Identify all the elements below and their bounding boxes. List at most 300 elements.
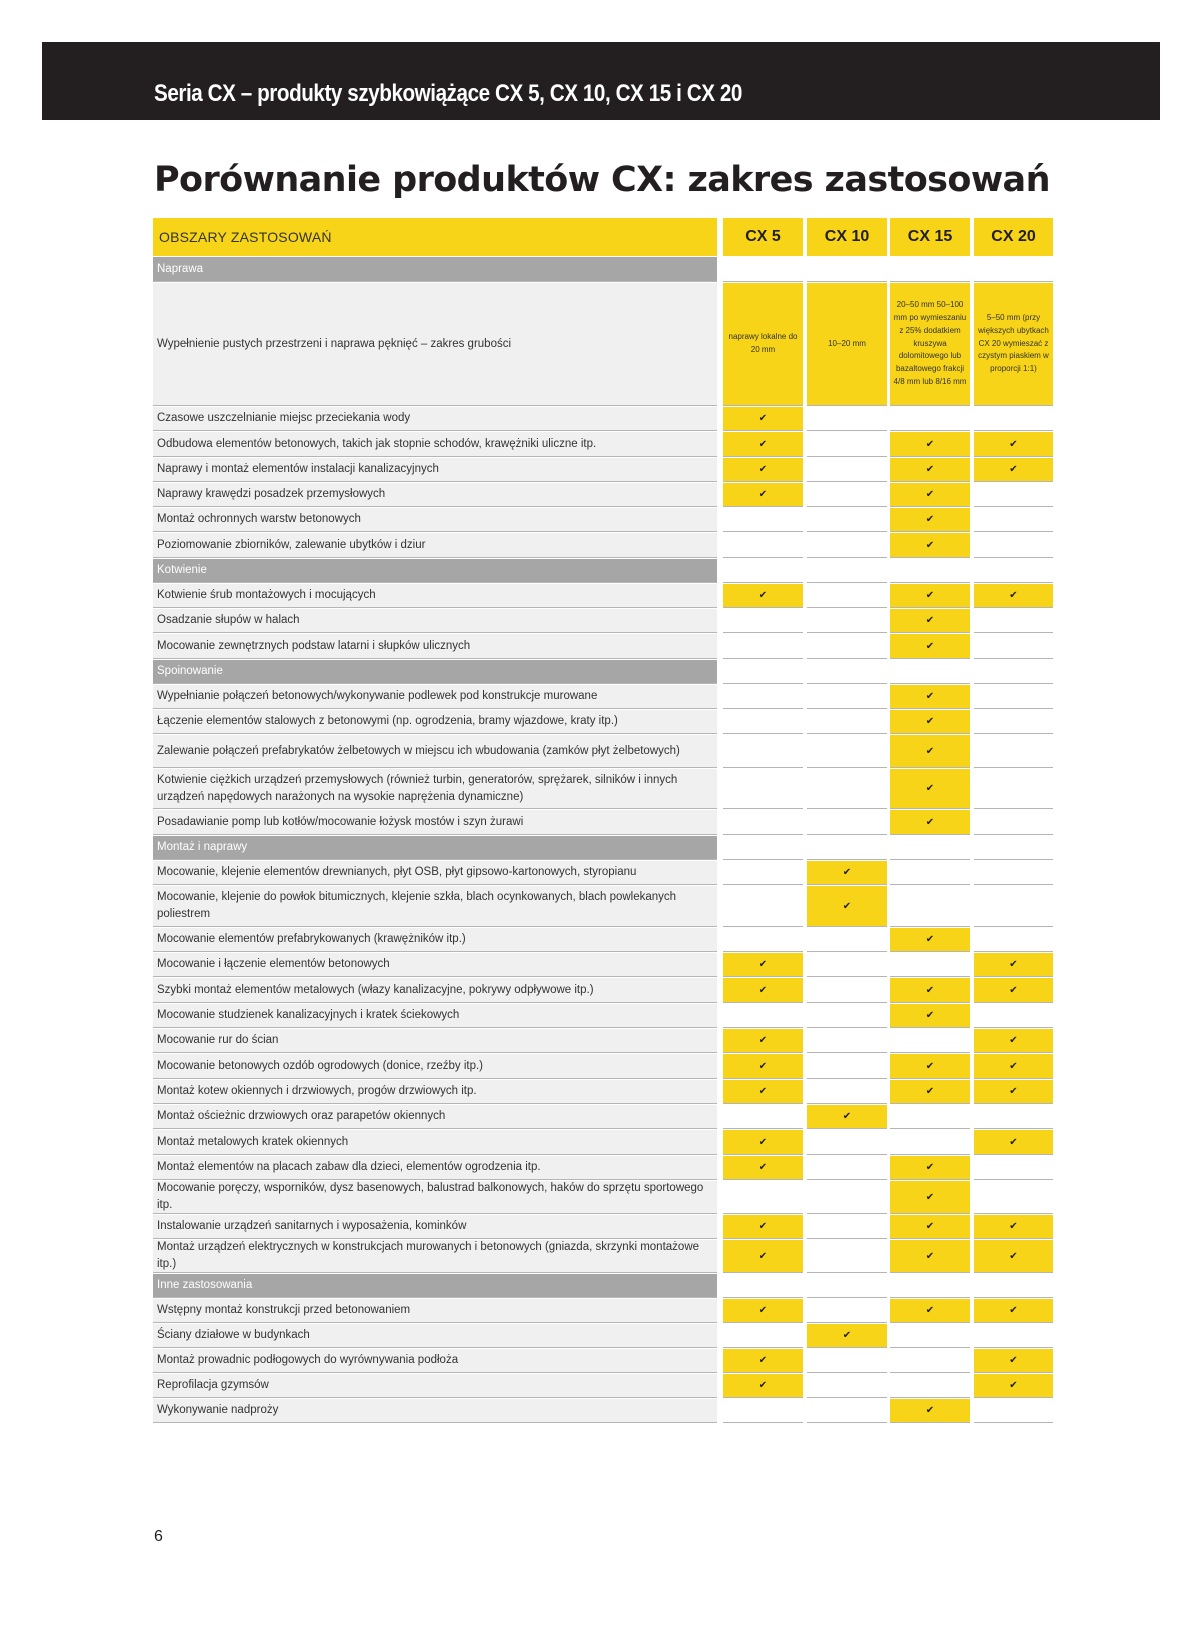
- value-cell-cx10: [807, 927, 887, 952]
- value-cell-cx15: [890, 282, 970, 406]
- checkmark-icon: ✔: [842, 1111, 852, 1122]
- checkmark-icon: ✔: [925, 1162, 935, 1173]
- comparison-table: [153, 218, 1053, 1423]
- value-cell-cx20: [974, 860, 1053, 885]
- checkmark-icon: ✔: [758, 1162, 768, 1173]
- value-cell-cx15: [890, 1373, 970, 1398]
- value-cell-cx5: [723, 809, 803, 835]
- section-title: Naprawa: [153, 256, 717, 282]
- application-label: Instalowanie urządzeń sanitarnych i wyposażenia, kominków: [153, 1214, 717, 1239]
- application-label: Wypełnienie pustych przestrzeni i naprawa pęknięć – zakres grubości: [153, 282, 717, 406]
- application-label: Czasowe uszczelnianie miejsc przeciekania wody: [153, 406, 717, 431]
- column-header-cx10: CX 10: [807, 218, 887, 256]
- value-cell-cx20: [974, 1180, 1053, 1214]
- value-cell-cx15: [890, 952, 970, 977]
- value-cell-cx10: [807, 532, 887, 558]
- value-cell-cx20: [974, 1398, 1053, 1423]
- application-label: Montaż urządzeń elektrycznych w konstrukcjach murowanych i betonowych (gniazda, skrzynki montażowe itp.): [153, 1239, 717, 1273]
- value-cell-cx5: [723, 1053, 803, 1079]
- value-cell-cx10: [807, 1053, 887, 1079]
- value-cell-cx20: [974, 734, 1053, 768]
- value-cell-cx10: [807, 507, 887, 532]
- table-row: [153, 507, 1053, 532]
- value-cell-cx5: [723, 1155, 803, 1180]
- table-row: [153, 1104, 1053, 1129]
- table-row: [153, 768, 1053, 809]
- thickness-note: naprawy lokalne do 20 mm: [728, 332, 798, 354]
- value-cell-cx10: [807, 558, 887, 583]
- value-cell-cx20: [974, 1003, 1053, 1028]
- table-row: [153, 860, 1053, 885]
- value-cell-cx20: [974, 1323, 1053, 1348]
- value-cell-cx10: [807, 1298, 887, 1323]
- checkmark-icon: ✔: [1009, 1250, 1018, 1262]
- value-cell-cx15: [890, 1180, 970, 1214]
- value-cell-cx15: [890, 532, 970, 558]
- table-row: [153, 684, 1053, 709]
- application-label: Łączenie elementów stalowych z betonowymi (np. ogrodzenia, bramy wjazdowe, kraty itp.): [153, 709, 717, 734]
- checkmark-icon: ✔: [925, 514, 935, 525]
- checkmark-icon: ✔: [925, 1086, 935, 1097]
- application-label: Zalewanie połączeń prefabrykatów żelbetowych w miejscu ich wbudowania (zamków płyt żelbetowych): [153, 734, 717, 768]
- checkmark-icon: ✔: [925, 489, 935, 500]
- value-cell-cx5: [723, 1003, 803, 1028]
- checkmark-icon: ✔: [925, 984, 935, 996]
- table-row: [153, 1079, 1053, 1104]
- value-cell-cx20: [974, 406, 1053, 431]
- checkmark-icon: ✔: [925, 464, 935, 475]
- value-cell-cx5: [723, 558, 803, 583]
- value-cell-cx5: [723, 835, 803, 860]
- table-row: [153, 1398, 1053, 1423]
- value-cell-cx15: [890, 406, 970, 431]
- table-row: [153, 1155, 1053, 1180]
- value-cell-cx10: [807, 860, 887, 885]
- value-cell-cx5: [723, 860, 803, 885]
- value-cell-cx20: [974, 1373, 1053, 1398]
- series-header-bar: [42, 42, 1160, 120]
- checkmark-icon: ✔: [925, 716, 935, 727]
- section-row: [153, 558, 1053, 583]
- page-title: Porównanie produktów CX: zakres zastosowań: [154, 160, 1050, 200]
- table-row: [153, 406, 1053, 431]
- checkmark-icon: ✔: [758, 1355, 768, 1366]
- application-label: Mocowanie betonowych ozdób ogrodowych (donice, rzeźby itp.): [153, 1053, 717, 1079]
- checkmark-icon: ✔: [758, 464, 768, 475]
- checkmark-icon: ✔: [1009, 1305, 1018, 1316]
- table-row: [153, 1028, 1053, 1053]
- value-cell-cx10: [807, 768, 887, 809]
- application-label: Mocowanie i łączenie elementów betonowych: [153, 952, 717, 977]
- value-cell-cx20: [974, 256, 1053, 282]
- value-cell-cx15: [890, 1214, 970, 1239]
- table-body: [153, 256, 1053, 1423]
- value-cell-cx15: [890, 809, 970, 835]
- value-cell-cx5: [723, 977, 803, 1003]
- value-cell-cx20: [974, 1298, 1053, 1323]
- value-cell-cx20: [974, 482, 1053, 507]
- value-cell-cx5: [723, 608, 803, 633]
- checkmark-icon: ✔: [842, 867, 852, 878]
- value-cell-cx20: [974, 282, 1053, 406]
- checkmark-icon: ✔: [925, 816, 935, 828]
- value-cell-cx15: [890, 1079, 970, 1104]
- table-row: [153, 431, 1053, 457]
- application-label: Montaż kotew okiennych i drzwiowych, progów drzwiowych itp.: [153, 1079, 717, 1104]
- value-cell-cx10: [807, 1104, 887, 1129]
- table-row: [153, 1373, 1053, 1398]
- application-label: Mocowanie zewnętrznych podstaw latarni i słupków ulicznych: [153, 633, 717, 659]
- value-cell-cx20: [974, 1104, 1053, 1129]
- application-label: Wstępny montaż konstrukcji przed betonowaniem: [153, 1298, 717, 1323]
- table-row: [153, 583, 1053, 608]
- application-label: Mocowanie elementów prefabrykowanych (krawężników itp.): [153, 927, 717, 952]
- table-row: [153, 809, 1053, 835]
- checkmark-icon: ✔: [925, 1405, 935, 1416]
- checkmark-icon: ✔: [925, 1010, 935, 1021]
- value-cell-cx10: [807, 1214, 887, 1239]
- application-label: Reprofilacja gzymsów: [153, 1373, 717, 1398]
- checkmark-icon: ✔: [758, 590, 768, 601]
- checkmark-icon: ✔: [1009, 959, 1018, 970]
- value-cell-cx20: [974, 659, 1053, 684]
- column-header-cx20: CX 20: [974, 218, 1053, 256]
- application-label: Montaż ościeżnic drzwiowych oraz parapetów okiennych: [153, 1104, 717, 1129]
- value-cell-cx20: [974, 532, 1053, 558]
- value-cell-cx10: [807, 608, 887, 633]
- value-cell-cx15: [890, 457, 970, 482]
- value-cell-cx5: [723, 1104, 803, 1129]
- value-cell-cx10: [807, 1028, 887, 1053]
- value-cell-cx15: [890, 860, 970, 885]
- value-cell-cx5: [723, 1239, 803, 1273]
- value-cell-cx10: [807, 256, 887, 282]
- value-cell-cx15: [890, 558, 970, 583]
- value-cell-cx20: [974, 1053, 1053, 1079]
- application-label: Mocowanie poręczy, wsporników, dysz basenowych, balustrad balkonowych, haków do sprzętu sportowego itp.: [153, 1180, 717, 1214]
- table-row: [153, 734, 1053, 768]
- value-cell-cx5: [723, 768, 803, 809]
- checkmark-icon: ✔: [925, 615, 935, 626]
- value-cell-cx5: [723, 734, 803, 768]
- application-label: Kotwienie ciężkich urządzeń przemysłowych (również turbin, generatorów, sprężarek, silników i innych urządzeń napędowych narażonych na wysokie naprężenia dynamiczne): [153, 768, 717, 809]
- value-cell-cx10: [807, 583, 887, 608]
- series-title: Seria CX – produkty szybkowiążące CX 5, CX 10, CX 15 i CX 20: [154, 80, 742, 107]
- value-cell-cx5: [723, 1273, 803, 1298]
- value-cell-cx10: [807, 1155, 887, 1180]
- value-cell-cx5: [723, 482, 803, 507]
- table-row: [153, 1348, 1053, 1373]
- table-row: [153, 1323, 1053, 1348]
- value-cell-cx10: [807, 835, 887, 860]
- value-cell-cx15: [890, 1323, 970, 1348]
- value-cell-cx5: [723, 507, 803, 532]
- thickness-note: 10–20 mm: [828, 338, 866, 348]
- table-row: [153, 482, 1053, 507]
- value-cell-cx15: [890, 1298, 970, 1323]
- value-cell-cx15: [890, 684, 970, 709]
- application-label: Szybki montaż elementów metalowych (włazy kanalizacyjne, pokrywy odpływowe itp.): [153, 977, 717, 1003]
- checkmark-icon: ✔: [1009, 438, 1018, 450]
- table-row: [153, 885, 1053, 927]
- value-cell-cx10: [807, 1323, 887, 1348]
- section-title: Inne zastosowania: [153, 1273, 717, 1298]
- value-cell-cx5: [723, 709, 803, 734]
- checkmark-icon: ✔: [758, 959, 768, 970]
- application-label: Poziomowanie zbiorników, zalewanie ubytków i dziur: [153, 532, 717, 558]
- table-row: [153, 1239, 1053, 1273]
- application-label: Kotwienie śrub montażowych i mocujących: [153, 583, 717, 608]
- value-cell-cx15: [890, 1104, 970, 1129]
- checkmark-icon: ✔: [925, 783, 935, 794]
- value-cell-cx10: [807, 709, 887, 734]
- checkmark-icon: ✔: [758, 489, 768, 500]
- application-label: Montaż elementów na placach zabaw dla dzieci, elementów ogrodzenia itp.: [153, 1155, 717, 1180]
- application-label: Montaż ochronnych warstw betonowych: [153, 507, 717, 532]
- value-cell-cx15: [890, 431, 970, 457]
- value-cell-cx15: [890, 734, 970, 768]
- checkmark-icon: ✔: [925, 691, 935, 702]
- application-label: Wykonywanie nadproży: [153, 1398, 717, 1423]
- value-cell-cx10: [807, 684, 887, 709]
- value-cell-cx5: [723, 633, 803, 659]
- application-label: Mocowanie, klejenie do powłok bitumicznych, klejenie szkła, blach ocynkowanych, blach powlekanych poliestrem: [153, 885, 717, 927]
- checkmark-icon: ✔: [842, 1330, 852, 1341]
- value-cell-cx10: [807, 482, 887, 507]
- value-cell-cx15: [890, 1273, 970, 1298]
- table-row: [153, 1180, 1053, 1214]
- table-row: [153, 952, 1053, 977]
- application-label: Naprawy krawędzi posadzek przemysłowych: [153, 482, 717, 507]
- value-cell-cx20: [974, 558, 1053, 583]
- value-cell-cx15: [890, 1129, 970, 1155]
- value-cell-cx15: [890, 507, 970, 532]
- section-row: [153, 1273, 1053, 1298]
- table-row: [153, 927, 1053, 952]
- value-cell-cx5: [723, 1214, 803, 1239]
- checkmark-icon: ✔: [1009, 590, 1018, 601]
- column-header-application-areas: OBSZARY ZASTOSOWAŃ: [153, 218, 717, 256]
- value-cell-cx15: [890, 885, 970, 927]
- value-cell-cx15: [890, 1053, 970, 1079]
- value-cell-cx15: [890, 1348, 970, 1373]
- value-cell-cx10: [807, 1239, 887, 1273]
- value-cell-cx5: [723, 457, 803, 482]
- checkmark-icon: ✔: [1009, 984, 1018, 996]
- value-cell-cx5: [723, 1398, 803, 1423]
- value-cell-cx15: [890, 583, 970, 608]
- value-cell-cx5: [723, 282, 803, 406]
- value-cell-cx20: [974, 1129, 1053, 1155]
- checkmark-icon: ✔: [758, 1380, 768, 1391]
- value-cell-cx5: [723, 1079, 803, 1104]
- value-cell-cx5: [723, 1348, 803, 1373]
- checkmark-icon: ✔: [758, 984, 768, 996]
- value-cell-cx15: [890, 1003, 970, 1028]
- value-cell-cx20: [974, 952, 1053, 977]
- value-cell-cx20: [974, 1079, 1053, 1104]
- checkmark-icon: ✔: [758, 1060, 768, 1072]
- value-cell-cx10: [807, 1003, 887, 1028]
- application-label: Ściany działowe w budynkach: [153, 1323, 717, 1348]
- value-cell-cx10: [807, 1273, 887, 1298]
- value-cell-cx10: [807, 734, 887, 768]
- value-cell-cx10: [807, 885, 887, 927]
- checkmark-icon: ✔: [758, 1250, 768, 1262]
- value-cell-cx20: [974, 885, 1053, 927]
- checkmark-icon: ✔: [1009, 1035, 1018, 1046]
- table-row: [153, 532, 1053, 558]
- value-cell-cx20: [974, 1028, 1053, 1053]
- table-row: [153, 1053, 1053, 1079]
- value-cell-cx20: [974, 1348, 1053, 1373]
- value-cell-cx15: [890, 1155, 970, 1180]
- value-cell-cx20: [974, 1273, 1053, 1298]
- value-cell-cx15: [890, 1398, 970, 1423]
- value-cell-cx20: [974, 583, 1053, 608]
- value-cell-cx5: [723, 1323, 803, 1348]
- section-title: Kotwienie: [153, 558, 717, 583]
- value-cell-cx20: [974, 684, 1053, 709]
- value-cell-cx15: [890, 1028, 970, 1053]
- value-cell-cx10: [807, 952, 887, 977]
- value-cell-cx20: [974, 633, 1053, 659]
- application-label: Mocowanie, klejenie elementów drewnianych, płyt OSB, płyt gipsowo-kartonowych, styropianu: [153, 860, 717, 885]
- value-cell-cx15: [890, 482, 970, 507]
- section-row: [153, 659, 1053, 684]
- value-cell-cx10: [807, 1348, 887, 1373]
- checkmark-icon: ✔: [758, 438, 768, 450]
- value-cell-cx20: [974, 768, 1053, 809]
- table-row: [153, 608, 1053, 633]
- value-cell-cx10: [807, 1079, 887, 1104]
- table-row: [153, 457, 1053, 482]
- application-label: Odbudowa elementów betonowych, takich jak stopnie schodów, krawężniki uliczne itp.: [153, 431, 717, 457]
- checkmark-icon: ✔: [1009, 1221, 1018, 1232]
- checkmark-icon: ✔: [1009, 464, 1018, 475]
- value-cell-cx5: [723, 406, 803, 431]
- checkmark-icon: ✔: [758, 1305, 768, 1316]
- column-header-cx5: CX 5: [723, 218, 803, 256]
- page-number: 6: [154, 1528, 163, 1545]
- section-row: [153, 256, 1053, 282]
- value-cell-cx10: [807, 406, 887, 431]
- application-label: Posadawianie pomp lub kotłów/mocowanie łożysk mostów i szyn żurawi: [153, 809, 717, 835]
- application-label: Montaż prowadnic podłogowych do wyrównywania podłoża: [153, 1348, 717, 1373]
- value-cell-cx15: [890, 927, 970, 952]
- value-cell-cx10: [807, 1398, 887, 1423]
- table-row: [153, 709, 1053, 734]
- checkmark-icon: ✔: [925, 1305, 935, 1316]
- section-row: [153, 835, 1053, 860]
- thickness-note: 20–50 mm 50–100 mm po wymieszaniu z 25% dodatkiem kruszywa dolomitowego lub bazaltowego frakcji 4/8 mm lub 8/16 mm: [893, 300, 967, 386]
- value-cell-cx5: [723, 659, 803, 684]
- value-cell-cx20: [974, 927, 1053, 952]
- value-cell-cx20: [974, 457, 1053, 482]
- value-cell-cx5: [723, 952, 803, 977]
- value-cell-cx15: [890, 768, 970, 809]
- checkmark-icon: ✔: [758, 1086, 768, 1097]
- value-cell-cx15: [890, 977, 970, 1003]
- table-row: [153, 1298, 1053, 1323]
- value-cell-cx20: [974, 709, 1053, 734]
- application-label: Osadzanie słupów w halach: [153, 608, 717, 633]
- checkmark-icon: ✔: [1009, 1060, 1018, 1072]
- value-cell-cx15: [890, 1239, 970, 1273]
- checkmark-icon: ✔: [758, 1035, 768, 1046]
- checkmark-icon: ✔: [758, 1221, 768, 1232]
- value-cell-cx20: [974, 835, 1053, 860]
- table-row: [153, 1129, 1053, 1155]
- checkmark-icon: ✔: [1009, 1136, 1018, 1148]
- value-cell-cx5: [723, 256, 803, 282]
- application-label: Mocowanie studzienek kanalizacyjnych i kratek ściekowych: [153, 1003, 717, 1028]
- checkmark-icon: ✔: [1009, 1086, 1018, 1097]
- value-cell-cx20: [974, 608, 1053, 633]
- value-cell-cx10: [807, 1129, 887, 1155]
- value-cell-cx15: [890, 633, 970, 659]
- table-row: [153, 977, 1053, 1003]
- section-title: Montaż i naprawy: [153, 835, 717, 860]
- value-cell-cx20: [974, 977, 1053, 1003]
- value-cell-cx10: [807, 977, 887, 1003]
- value-cell-cx20: [974, 431, 1053, 457]
- value-cell-cx20: [974, 809, 1053, 835]
- checkmark-icon: ✔: [925, 1221, 935, 1232]
- value-cell-cx5: [723, 1373, 803, 1398]
- checkmark-icon: ✔: [925, 1060, 935, 1072]
- checkmark-icon: ✔: [1009, 1380, 1018, 1391]
- application-label: Naprawy i montaż elementów instalacji kanalizacyjnych: [153, 457, 717, 482]
- table-header-row: [153, 218, 1053, 256]
- value-cell-cx5: [723, 1129, 803, 1155]
- value-cell-cx5: [723, 583, 803, 608]
- checkmark-icon: ✔: [925, 1250, 935, 1262]
- application-label: Wypełnianie połączeń betonowych/wykonywanie podlewek pod konstrukcje murowane: [153, 684, 717, 709]
- value-cell-cx15: [890, 608, 970, 633]
- value-cell-cx20: [974, 507, 1053, 532]
- checkmark-icon: ✔: [1009, 1355, 1018, 1366]
- value-cell-cx20: [974, 1155, 1053, 1180]
- application-label: Mocowanie rur do ścian: [153, 1028, 717, 1053]
- table-row: [153, 282, 1053, 406]
- value-cell-cx10: [807, 809, 887, 835]
- value-cell-cx5: [723, 684, 803, 709]
- checkmark-icon: ✔: [925, 539, 935, 551]
- value-cell-cx15: [890, 659, 970, 684]
- checkmark-icon: ✔: [758, 413, 768, 424]
- section-title: Spoinowanie: [153, 659, 717, 684]
- application-label: Montaż metalowych kratek okiennych: [153, 1129, 717, 1155]
- value-cell-cx20: [974, 1239, 1053, 1273]
- checkmark-icon: ✔: [925, 745, 935, 757]
- checkmark-icon: ✔: [925, 934, 935, 945]
- value-cell-cx10: [807, 659, 887, 684]
- checkmark-icon: ✔: [925, 590, 935, 601]
- table-row: [153, 633, 1053, 659]
- value-cell-cx5: [723, 1180, 803, 1214]
- value-cell-cx10: [807, 1180, 887, 1214]
- checkmark-icon: ✔: [925, 640, 935, 652]
- value-cell-cx15: [890, 256, 970, 282]
- table-row: [153, 1214, 1053, 1239]
- table-row: [153, 1003, 1053, 1028]
- thickness-note: 5–50 mm (przy większych ubytkach CX 20 wymieszać z czystym piaskiem w proporcji 1:1): [978, 313, 1049, 374]
- checkmark-icon: ✔: [842, 900, 852, 912]
- column-header-cx15: CX 15: [890, 218, 970, 256]
- value-cell-cx10: [807, 282, 887, 406]
- value-cell-cx5: [723, 927, 803, 952]
